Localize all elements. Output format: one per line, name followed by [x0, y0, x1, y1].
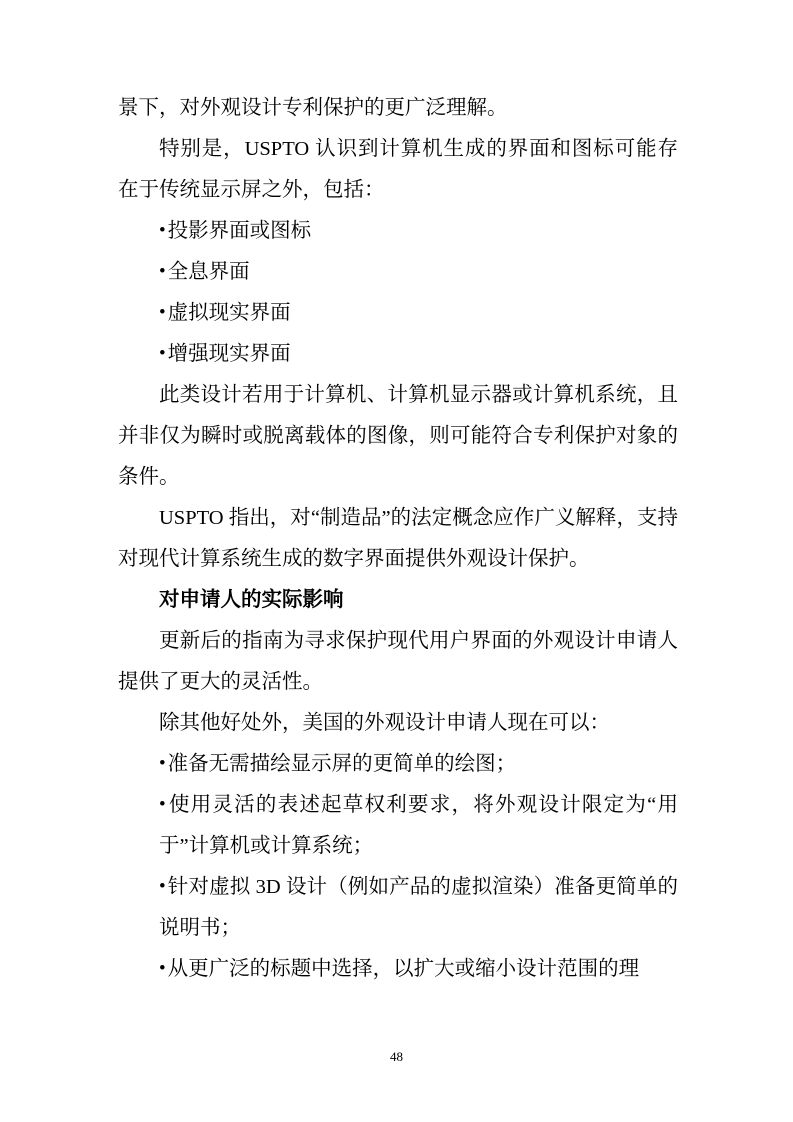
page-number: 48 — [390, 1049, 403, 1064]
paragraph: 更新后的指南为寻求保护现代用户界面的外观设计申请人提供了更大的灵活性。 — [118, 630, 678, 693]
paragraph: USPTO 指出，对“制造品”的法定概念应作广义解释，支持对现代计算系统生成的数字界面提供外观设计保护。 — [118, 507, 678, 570]
list-item: • 使用灵活的表述起草权利要求，将外观设计限定为“用于”计算机或计算系统； — [118, 785, 678, 867]
list-item: • 针对虚拟 3D 设计（例如产品的虚拟渲染）准备更简单的说明书； — [118, 867, 678, 949]
list-item: • 投影界面或图标 — [118, 211, 678, 252]
paragraph: 此类设计若用于计算机、计算机显示器或计算机系统，且并非仅为瞬时或脱离载体的图像，则可能符合专利保护对象的条件。 — [118, 384, 678, 488]
list-item: • 虚拟现实界面 — [118, 293, 678, 334]
paragraph: 除其他好处外，美国的外观设计申请人现在可以： — [159, 712, 610, 734]
list-item: • 全息界面 — [118, 252, 678, 293]
list-item: • 准备无需描绘显示屏的更简单的绘图； — [118, 744, 678, 785]
section-heading: 对申请人的实际影响 — [159, 589, 344, 611]
paragraph: 特别是，USPTO 认识到计算机生成的界面和图标可能存在于传统显示屏之外，包括： — [118, 138, 678, 201]
list-item: • 从更广泛的标题中选择，以扩大或缩小设计范围的理 — [118, 949, 678, 990]
page-body — [118, 88, 678, 990]
paragraph: 景下，对外观设计专利保护的更广泛理解。 — [118, 97, 508, 119]
list-item: • 增强现实界面 — [118, 334, 678, 375]
